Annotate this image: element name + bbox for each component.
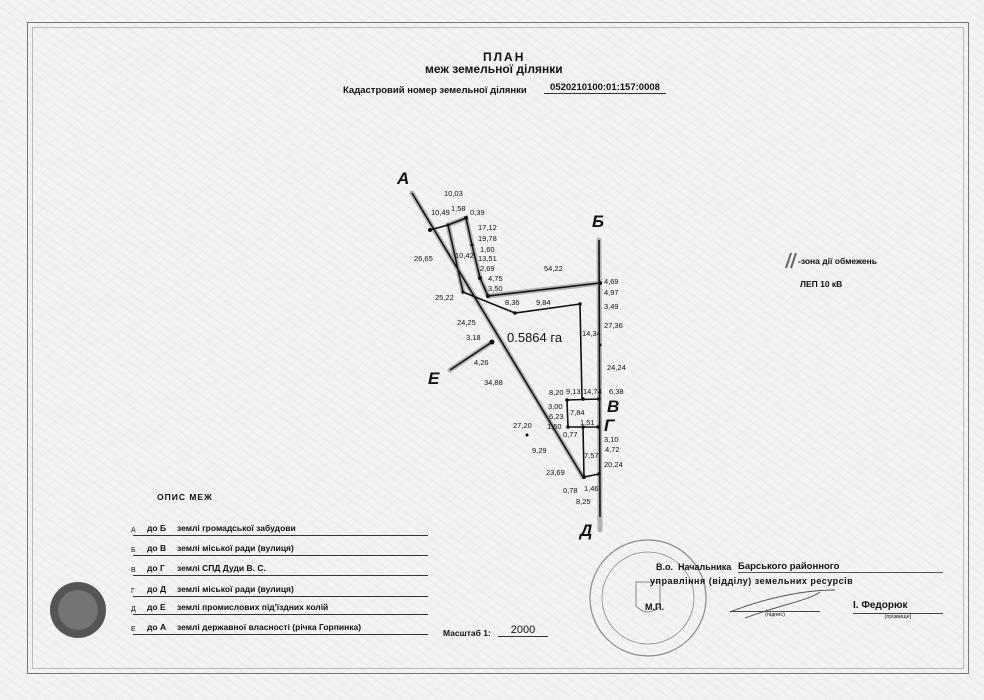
measurement: 3,50	[488, 284, 503, 293]
point-label-b: Б	[592, 212, 605, 231]
row-from: Д	[131, 606, 136, 613]
measurement: 10,03	[444, 189, 463, 198]
measurement: 7,57	[584, 451, 599, 460]
measurement: 13,51	[478, 254, 497, 263]
restriction-zone-icon	[786, 253, 796, 268]
measurement: 20,24	[604, 460, 623, 469]
row-to: до Д	[147, 584, 167, 594]
row-desc: землі міської ради (вулиця)	[177, 543, 294, 553]
point-label-e: Е	[428, 369, 440, 388]
measurement: 4,72	[605, 445, 620, 454]
point-label-a: А	[397, 169, 410, 188]
point-label-g: Г	[604, 416, 615, 435]
cadastral-number: 0520210100:01:157:0008	[544, 82, 666, 94]
measurement: 3,00	[548, 402, 563, 411]
measurement: 8,25	[576, 497, 591, 506]
measurement: 10,42	[455, 251, 474, 260]
row-from: А	[131, 527, 136, 534]
name-caption: (прізвище)	[853, 613, 943, 620]
measurement: 34,88	[484, 378, 503, 387]
measurement: 1,50	[547, 422, 562, 431]
measurement: 9,13	[566, 387, 581, 396]
measurement: 10,49	[431, 208, 450, 217]
measurement: 25,22	[435, 293, 454, 302]
row-to: до А	[147, 622, 167, 632]
measurement: 1,51	[580, 418, 595, 427]
measurement: 27,20	[513, 421, 532, 430]
measurement: 24,25	[457, 318, 476, 327]
measurement: 19,78	[478, 234, 497, 243]
measurement: 3,10	[604, 435, 619, 444]
measurement: 4,75	[488, 274, 503, 283]
plan-title: ПЛАН	[483, 50, 526, 64]
signer-org-line1: Барського районного	[738, 561, 943, 573]
point-label-d: Д	[580, 521, 593, 540]
official-stamp	[590, 540, 706, 656]
row-desc: землі державної власності (річка Горпинка)	[177, 622, 362, 632]
legend-restriction-zone: -зона дії обмежень	[798, 256, 878, 266]
measurement: 14,74	[583, 387, 602, 396]
measurement: 0,77	[563, 430, 578, 439]
left-seal-image	[50, 582, 106, 638]
measurement: 8,20	[549, 388, 564, 397]
measurement: 0,78	[563, 486, 578, 495]
measurement: 9,29	[532, 446, 547, 455]
row-from: Е	[131, 626, 136, 633]
legend-power-line: ЛЕП 10 кВ	[800, 279, 843, 289]
measurement: 8,36	[505, 298, 520, 307]
row-desc: землі промислових під'їздних колій	[177, 602, 329, 612]
plot-area: 0.5864 га	[507, 330, 563, 345]
row-from: Г	[131, 588, 135, 595]
measurement: 4,97	[604, 288, 619, 297]
measurement: 3,18	[466, 333, 481, 342]
measurement: 54,22	[544, 264, 563, 273]
cadastral-label: Кадастровий номер земельної ділянки	[343, 85, 527, 96]
signer-position: Начальника	[678, 562, 732, 572]
row-from: В	[131, 567, 136, 574]
measurement: 27,36	[604, 321, 623, 330]
row-to: до Е	[147, 602, 166, 612]
measurement: 23,69	[546, 468, 565, 477]
scale-value: 2000	[498, 624, 548, 637]
measurement: 3,49	[604, 302, 619, 311]
row-to: до Г	[147, 563, 165, 573]
stamp-mark: М.П.	[645, 602, 664, 612]
measurement: 26,65	[414, 254, 433, 263]
measurement: 4,69	[604, 277, 619, 286]
measurement: 0,39	[470, 208, 485, 217]
measurement: 14,34	[582, 329, 601, 338]
measurement: 7,84	[570, 408, 585, 417]
boundaries-title: ОПИС МЕЖ	[157, 492, 213, 502]
signer-org-line2: управління (відділу) земельних ресурсів	[650, 576, 854, 586]
measurement: 4,26	[474, 358, 489, 367]
measurement: 1,60	[480, 245, 495, 254]
measurement: 2,69	[480, 264, 495, 273]
row-desc: землі міської ради (вулиця)	[177, 584, 294, 594]
signer-name: І. Федорюк	[853, 600, 908, 611]
row-desc: землі громадської забудови	[177, 523, 296, 533]
row-from: Б	[131, 547, 136, 554]
measurement: 1,46	[584, 484, 599, 493]
measurement: 24,24	[607, 363, 626, 372]
measurement: 9,84	[536, 298, 551, 307]
signer-prefix: В.о.	[656, 562, 673, 572]
measurement: 17,12	[478, 223, 497, 232]
row-to: до В	[147, 543, 167, 553]
row-to: до Б	[147, 523, 167, 533]
row-desc: землі СПД Дуди В. С.	[177, 563, 266, 573]
point-label-v: В	[607, 397, 620, 416]
measurement: 1,58	[451, 204, 466, 213]
measurement: 6,38	[609, 387, 624, 396]
plan-subtitle: меж земельної ділянки	[425, 62, 563, 76]
scale-label: Масштаб 1:	[443, 628, 491, 638]
measurement: 6,23	[549, 412, 564, 421]
signature-caption: (підпис)	[730, 611, 820, 618]
